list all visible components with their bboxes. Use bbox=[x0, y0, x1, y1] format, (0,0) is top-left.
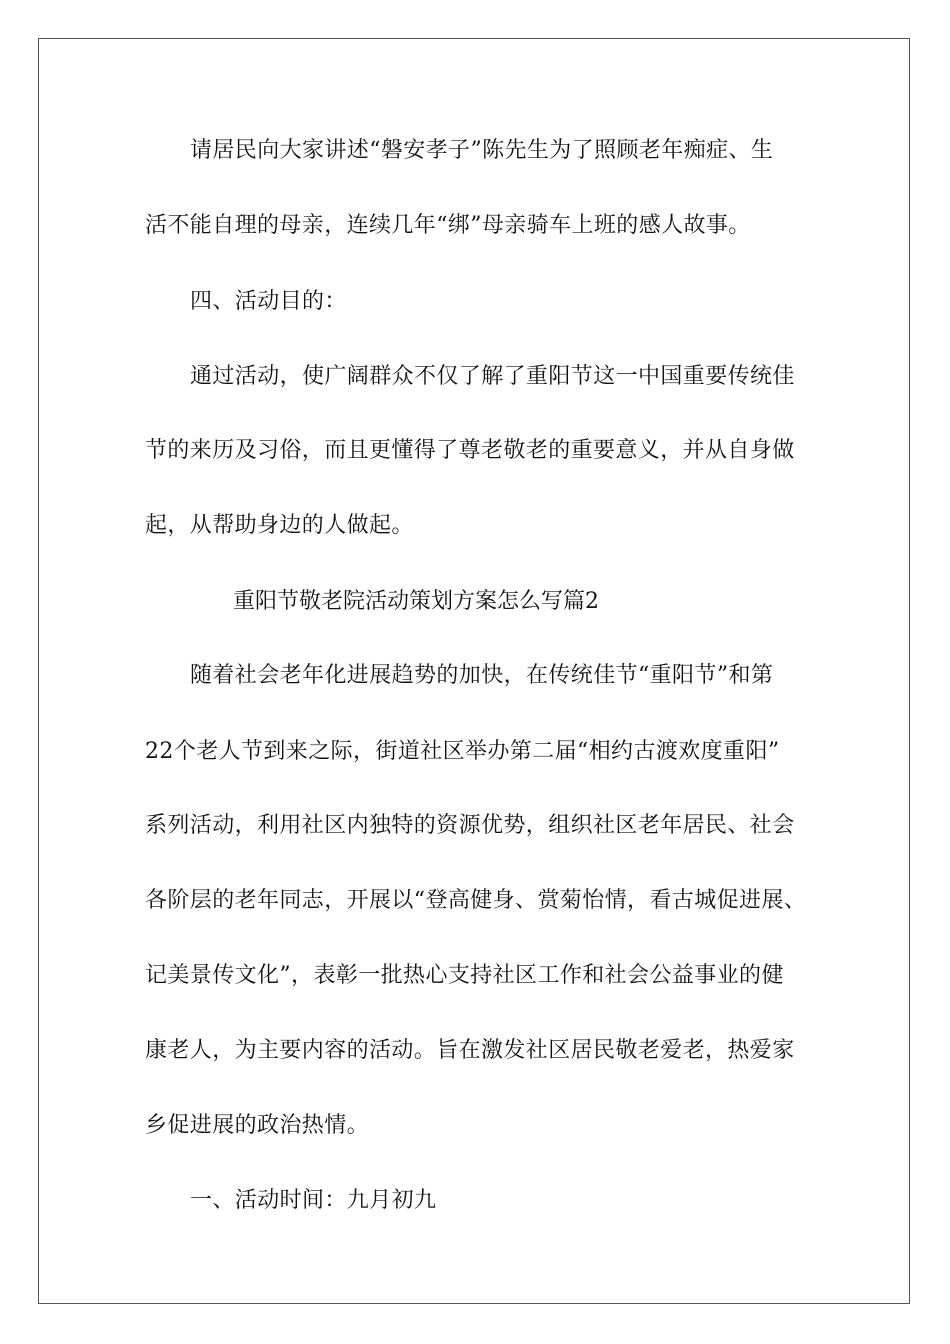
article-title: 重阳节敬老院活动策划方案怎么写篇2 bbox=[233, 589, 599, 614]
paragraph-line: 康老人，为主要内容的活动。旨在激发社区居民敬老爱老，热爱家 bbox=[145, 1038, 795, 1063]
paragraph-line: 乡促进展的政治热情。 bbox=[145, 1113, 370, 1138]
section-heading: 四、活动目的： bbox=[190, 289, 347, 314]
paragraph-line: 活不能自理的母亲，连续几年“绑”母亲骑车上班的感人故事。 bbox=[145, 213, 751, 238]
paragraph-line: 节的来历及习俗，而且更懂得了尊老敬老的重要意义，并从自身做 bbox=[145, 438, 795, 463]
section-heading: 一、活动时间：九月初九 bbox=[190, 1188, 437, 1213]
paragraph-line: 请居民向大家讲述“磐安孝子”陈先生为了照顾老年痴症、生 bbox=[190, 138, 774, 163]
paragraph-line: 系列活动，利用社区内独特的资源优势，组织社区老年居民、社会 bbox=[145, 813, 795, 838]
paragraph-line: 起，从帮助身边的人做起。 bbox=[145, 513, 414, 538]
paragraph-line: 22个老人节到来之际，街道社区举办第二届“相约古渡欢度重阳” bbox=[145, 739, 780, 764]
paragraph-line: 各阶层的老年同志，开展以“登高健身、赏菊怡情，看古城促进展、 bbox=[145, 888, 807, 913]
paragraph-line: 通过活动，使广阔群众不仅了解了重阳节这一中国重要传统佳 bbox=[190, 364, 795, 389]
paragraph-line: 记美景传文化”，表彰一批热心支持社区工作和社会公益事业的健 bbox=[145, 963, 784, 988]
paragraph-line: 随着社会老年化进展趋势的加快，在传统佳节“重阳节”和第 bbox=[190, 663, 774, 688]
